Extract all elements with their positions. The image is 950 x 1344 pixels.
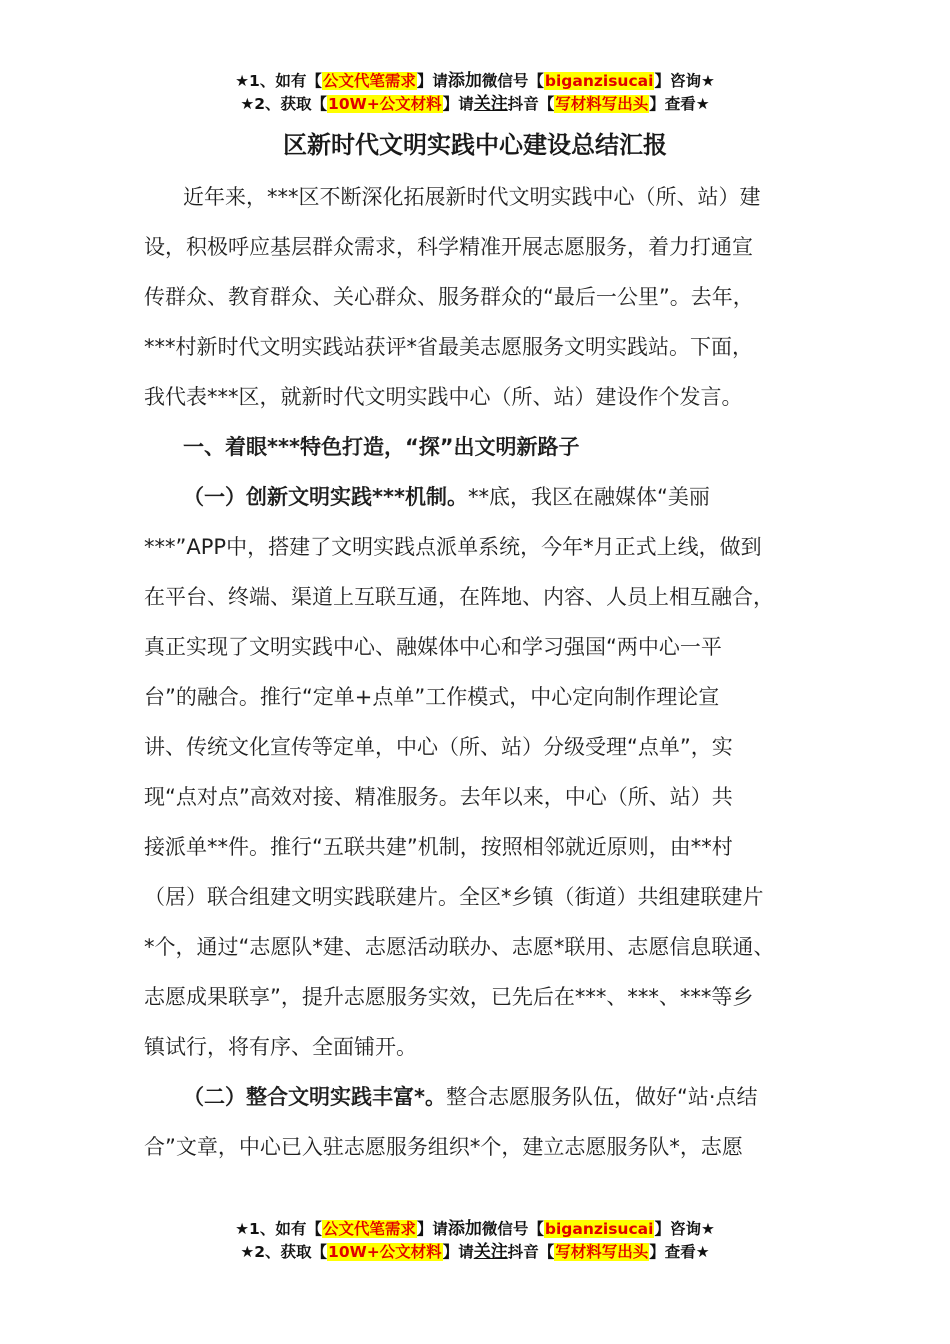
promo-line-1 <box>0 1218 950 1241</box>
promo-footer <box>0 1218 950 1264</box>
promo-highlight: 公文代笔需求 <box>322 72 416 90</box>
promo-line-2 <box>0 93 950 116</box>
promo-text: ★2、获取【 <box>240 1243 328 1261</box>
paragraph-text: **底，我区在融媒体“美丽 <box>467 485 710 509</box>
paragraph-line <box>183 482 710 512</box>
promo-douyin-id: 写材料写出头 <box>555 95 649 113</box>
promo-text: ★1、如有【 <box>235 1220 322 1238</box>
paragraph-line: 近年来，***区不断深化拓展新时代文明实践中心（所、站）建 <box>183 185 761 209</box>
promo-header <box>0 70 950 116</box>
promo-text: 】咨询★ <box>654 1220 715 1238</box>
promo-text: 抖音【 <box>507 95 555 113</box>
paragraph-line: 镇试行，将有序、全面铺开。 <box>144 1035 417 1059</box>
paragraph-text: 整合志愿服务队伍，做好“站·点结 <box>445 1085 758 1109</box>
promo-text: ★1、如有【 <box>235 72 322 90</box>
promo-text: 】请 <box>442 1243 474 1261</box>
promo-douyin-id: 写材料写出头 <box>555 1243 649 1261</box>
document-title: 区新时代文明实践中心建设总结汇报 <box>283 131 667 159</box>
promo-text: 】请 <box>442 95 474 113</box>
paragraph-line: 台”的融合。推行“定单+点单”工作模式，中心定向制作理论宣 <box>144 685 720 709</box>
paragraph-line: 接派单**件。推行“五联共建”机制，按照相邻就近原则，由**村 <box>144 835 733 859</box>
promo-line-1 <box>0 70 950 93</box>
promo-text: 】咨询★ <box>654 72 715 90</box>
paragraph-line: 在平台、终端、渠道上互联互通，在阵地、内容、人员上相互融合， <box>144 585 774 609</box>
promo-wechat-id: biganzisucai <box>544 1220 654 1238</box>
paragraph-line: （居）联合组建文明实践联建片。全区*乡镇（街道）共组建联建片 <box>144 885 764 909</box>
promo-emphasis: 添加 <box>447 1219 482 1239</box>
promo-text: 微信号【 <box>481 1220 544 1238</box>
promo-line-2 <box>0 1241 950 1264</box>
promo-highlight: 10W+公文材料 <box>328 1243 442 1261</box>
promo-text: 】查看★ <box>649 95 710 113</box>
paragraph-line: 合”文章，中心已入驻志愿服务组织*个，建立志愿服务队*，志愿 <box>144 1135 743 1159</box>
section-heading: 一、着眼***特色打造，“探”出文明新路子 <box>183 435 580 459</box>
subsection-heading: （一）创新文明实践***机制。 <box>183 485 468 509</box>
promo-text: 】查看★ <box>649 1243 710 1261</box>
promo-wechat-id: biganzisucai <box>544 72 654 90</box>
paragraph-line: 设，积极呼应基层群众需求，科学精准开展志愿服务，着力打通宣 <box>144 235 753 259</box>
paragraph-line: 讲、传统文化宣传等定单，中心（所、站）分级受理“点单”，实 <box>144 735 733 759</box>
promo-text: ★2、获取【 <box>240 95 328 113</box>
paragraph-line: 现“点对点”高效对接、精准服务。去年以来，中心（所、站）共 <box>144 785 733 809</box>
promo-emphasis: 关注 <box>473 94 508 114</box>
promo-highlight: 10W+公文材料 <box>328 95 442 113</box>
paragraph-line: 我代表***区，就新时代文明实践中心（所、站）建设作个发言。 <box>144 385 743 409</box>
promo-emphasis: 添加 <box>447 71 482 91</box>
paragraph-line: ***”APP中，搭建了文明实践点派单系统，今年*月正式上线，做到 <box>144 535 762 559</box>
paragraph-line <box>183 1082 758 1112</box>
promo-text: 】请 <box>416 1220 448 1238</box>
subsection-heading: （二）整合文明实践丰富*。 <box>183 1085 446 1109</box>
paragraph-line: 真正实现了文明实践中心、融媒体中心和学习强国“两中心一平 <box>144 635 722 659</box>
promo-text: 】请 <box>416 72 448 90</box>
promo-text: 微信号【 <box>481 72 544 90</box>
promo-highlight: 公文代笔需求 <box>322 1220 416 1238</box>
promo-text: 抖音【 <box>507 1243 555 1261</box>
paragraph-line: 传群众、教育群众、关心群众、服务群众的“最后一公里”。去年， <box>144 285 754 309</box>
paragraph-line: *个，通过“志愿队*建、志愿活动联办、志愿*联用、志愿信息联通、 <box>144 935 775 959</box>
paragraph-line: 志愿成果联享”，提升志愿服务实效，已先后在***、***、***等乡 <box>144 985 754 1009</box>
paragraph-line: ***村新时代文明实践站获评*省最美志愿服务文明实践站。下面， <box>144 335 753 359</box>
promo-emphasis: 关注 <box>473 1242 508 1262</box>
